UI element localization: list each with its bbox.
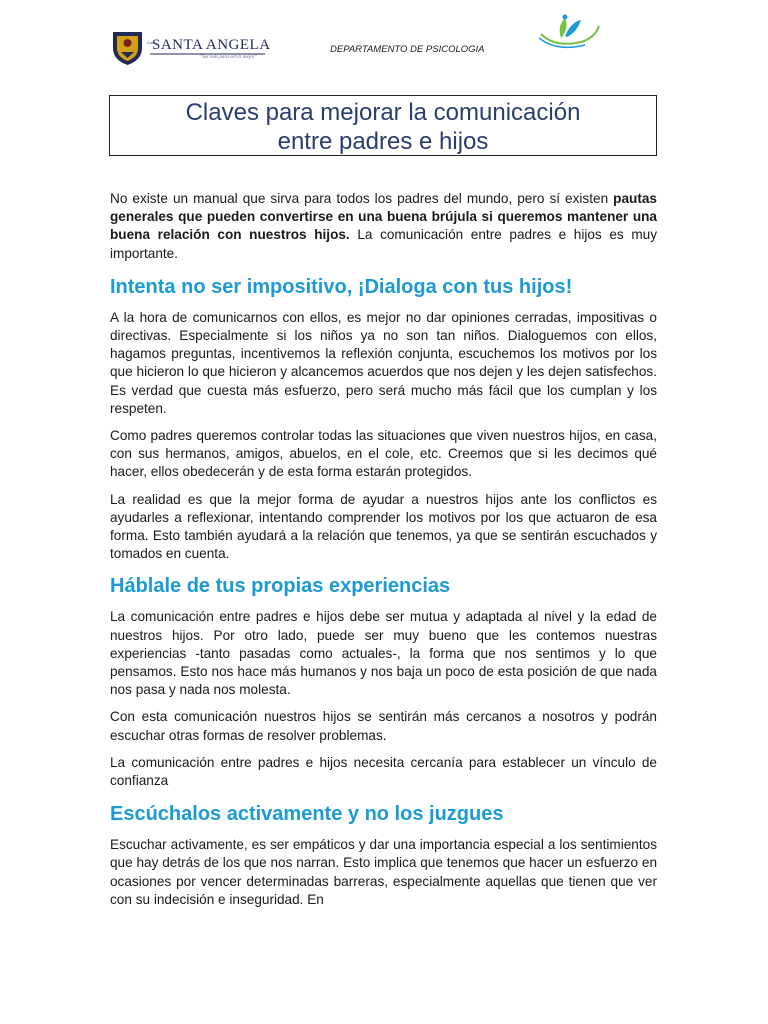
- document-title-box: [109, 95, 657, 156]
- section-2-paragraph-3: La comunicación entre padres e hijos necesita cercanía para establecer un vínculo de confianza: [110, 754, 657, 789]
- section-2-paragraph-1: La comunicación entre padres e hijos debe ser mutua y adaptada al nivel y la edad de nuestros hijos. Por otro lado, puede ser muy bueno que les contemos nuestras experiencias -tanto pasadas como actuales-, la forma que nos sentimos y lo que pensamos. Esto nos hace más humanos y nos baja un poco de esta posición de que nada nos pasa y nada nos molesta.: [110, 609, 657, 698]
- school-name: SANTA ANGELA: [152, 37, 271, 53]
- section-3-paragraph-1: Escuchar activamente, es ser empáticos y dar una importancia especial a los sentimientos que hay detrás de los que nos narran. Esto implica que tenemos que hacer un esfuerzo en ocasiones por vencer determinadas barreras, especialmente aquellas que tienen que ver con su indecisión e inseguridad. En: [110, 837, 657, 907]
- school-prefix: Col.: [147, 40, 155, 45]
- document-body: [110, 190, 657, 909]
- intro-tail: La comunicación entre padres e hijos es muy importante.: [110, 227, 658, 261]
- school-motto: "Ser más para servir mejor": [200, 55, 257, 60]
- document-title-line-1: Claves para mejorar la comunicación: [185, 99, 581, 126]
- intro-paragraph: [110, 190, 657, 263]
- intro-bold: pautas generales que pueden convertirse en una buena brújula si queremos mantener una buena relación con nuestros hijos.: [110, 191, 657, 243]
- intro-lead: No existe un manual que sirva para todos los padres del mundo, pero sí existen: [110, 191, 614, 206]
- section-2-paragraph-2: Con esta comunicación nuestros hijos se sentirán más cercanos a nosotros y podrán escuchar otras formas de resolver problemas.: [110, 709, 657, 743]
- section-heading-experiences: Háblale de tus propias experiencias: [110, 575, 451, 598]
- psychology-dept-logo: [535, 12, 605, 50]
- section-heading-dialogue: Intenta no ser impositivo, ¡Dialoga con tus hijos!: [110, 275, 573, 298]
- section-1-paragraph-2: Como padres queremos controlar todas las situaciones que viven nuestros hijos, en casa, con sus hermanos, amigos, abuelos, en el cole, etc. Creemos que si les decimos qué hacer, ellos obedecerán y de esta forma estarán protegidos.: [110, 428, 657, 480]
- section-1-paragraph-1: A la hora de comunicarnos con ellos, es mejor no dar opiniones cerradas, impositivas o directivas. Especialmente si los niños ya no son tan niños. Dialoguemos con ellos, hagamos preguntas, incentivemos la reflexión conjunta, escuchemos los motivos por los que hicieron lo que hicieron y alcancemos acuerdos que nos dejen y les dejen satisfechos. Es verdad que cuesta más esfuerzo, pero será mucho más fácil que los cumplan y los respeten.: [110, 309, 657, 416]
- department-label: DEPARTAMENTO DE PSICOLOGIA: [330, 44, 485, 55]
- section-heading-active-listening: Escúchalos activamente y no los juzgues: [110, 803, 504, 826]
- section-1-paragraph-3: La realidad es que la mejor forma de ayudar a nuestros hijos ante los conflictos es ayudarles a reflexionar, intentando comprender los motivos por los que actuaron de esa forma. Esto también ayudará a la relación que tenemos, ya que se sentirán escuchados y tomados en cuenta.: [110, 491, 657, 562]
- document-title-line-2: entre padres e hijos: [277, 128, 489, 155]
